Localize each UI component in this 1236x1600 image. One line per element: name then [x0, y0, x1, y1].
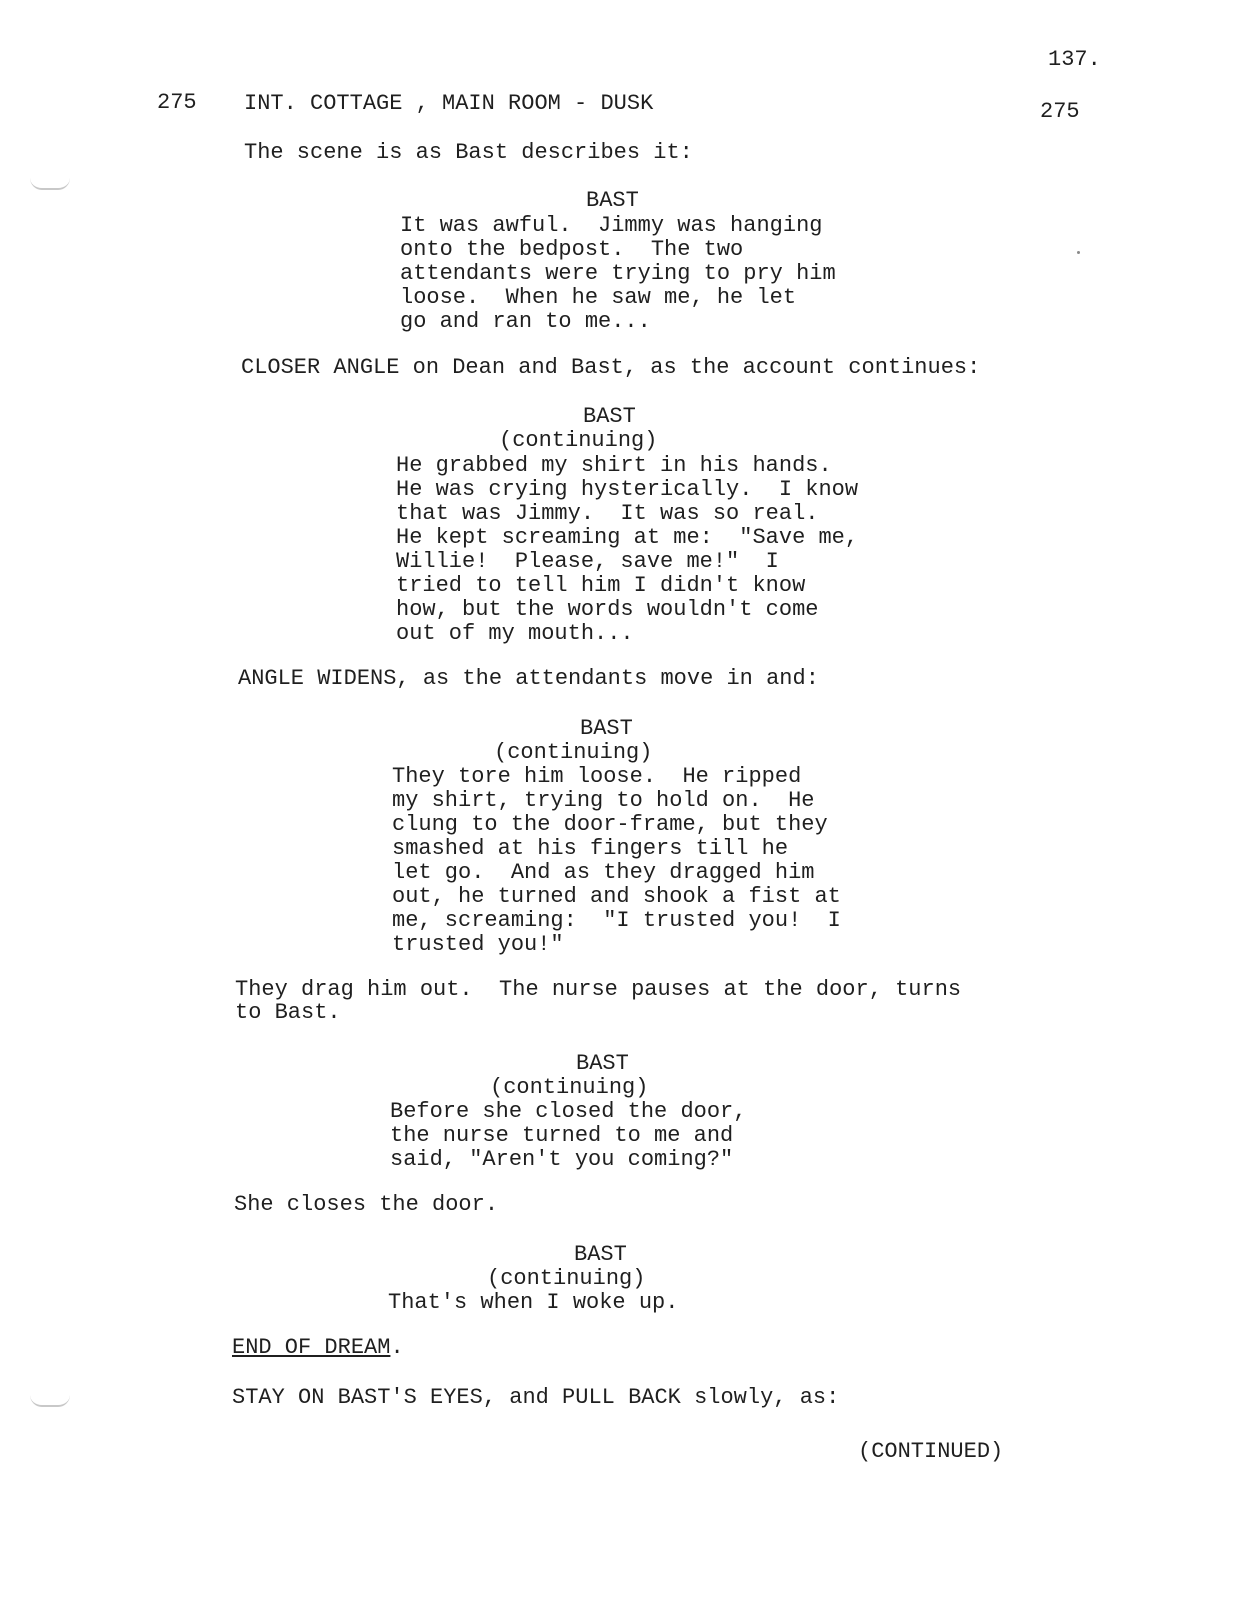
- end-of-dream-period: .: [390, 1335, 404, 1360]
- dialogue-line: out, he turned and shook a fist at: [392, 884, 841, 909]
- action-line: They drag him out. The nurse pauses at the door, turns: [235, 977, 962, 1002]
- end-of-dream-text: END OF DREAM: [232, 1335, 391, 1360]
- binder-hole-mark: [30, 1395, 70, 1407]
- dialogue-line: how, but the words wouldn't come: [396, 597, 819, 622]
- scene-number-left: 275: [157, 90, 197, 115]
- parenthetical: (continuing): [487, 1266, 646, 1291]
- character-name: BAST: [576, 1051, 629, 1076]
- dialogue-line: the nurse turned to me and: [390, 1123, 734, 1148]
- dialogue-line: me, screaming: "I trusted you! I: [392, 908, 841, 933]
- dialogue-line: It was awful. Jimmy was hanging: [400, 213, 823, 238]
- paper-speck: [1077, 251, 1080, 254]
- end-of-dream-line: [232, 1336, 404, 1360]
- dialogue-line: out of my mouth...: [396, 621, 634, 646]
- action-line: The scene is as Bast describes it:: [244, 140, 693, 165]
- dialogue-line: Willie! Please, save me!" I: [396, 549, 779, 574]
- dialogue-line: my shirt, trying to hold on. He: [392, 788, 815, 813]
- dialogue-line: trusted you!": [392, 932, 564, 957]
- continued-marker: (CONTINUED): [858, 1439, 1004, 1464]
- dialogue-line: tried to tell him I didn't know: [396, 573, 806, 598]
- action-line: CLOSER ANGLE on Dean and Bast, as the account continues:: [241, 355, 981, 380]
- action-line: ANGLE WIDENS, as the attendants move in and:: [238, 666, 819, 691]
- dialogue-line: attendants were trying to pry him: [400, 261, 836, 286]
- dialogue-line: He was crying hysterically. I know: [396, 477, 859, 502]
- parenthetical: (continuing): [494, 740, 653, 765]
- dialogue-line: loose. When he saw me, he let: [400, 285, 797, 310]
- dialogue-line: said, "Aren't you coming?": [390, 1147, 734, 1172]
- character-name: BAST: [574, 1242, 627, 1267]
- dialogue-line: They tore him loose. He ripped: [392, 764, 802, 789]
- dialogue-line: that was Jimmy. It was so real.: [396, 501, 819, 526]
- scene-heading: INT. COTTAGE , MAIN ROOM - DUSK: [244, 91, 654, 116]
- character-name: BAST: [586, 188, 639, 213]
- page-number: 137.: [1048, 47, 1101, 72]
- scene-number-right: 275: [1040, 99, 1080, 124]
- dialogue-line: Before she closed the door,: [390, 1099, 747, 1124]
- action-line: She closes the door.: [234, 1192, 499, 1217]
- parenthetical: (continuing): [499, 428, 658, 453]
- action-line: STAY ON BAST'S EYES, and PULL BACK slowly, as:: [232, 1385, 840, 1410]
- dialogue-line: He grabbed my shirt in his hands.: [396, 453, 832, 478]
- dialogue-line: go and ran to me...: [400, 309, 651, 334]
- character-name: BAST: [580, 716, 633, 741]
- dialogue-line: let go. And as they dragged him: [392, 860, 815, 885]
- action-line: to Bast.: [235, 1000, 341, 1025]
- dialogue-line: That's when I woke up.: [388, 1290, 679, 1315]
- dialogue-line: clung to the door-frame, but they: [392, 812, 828, 837]
- dialogue-line: He kept screaming at me: "Save me,: [396, 525, 859, 550]
- dialogue-line: smashed at his fingers till he: [392, 836, 789, 861]
- dialogue-line: onto the bedpost. The two: [400, 237, 744, 262]
- parenthetical: (continuing): [490, 1075, 649, 1100]
- character-name: BAST: [583, 404, 636, 429]
- binder-hole-mark: [30, 178, 70, 190]
